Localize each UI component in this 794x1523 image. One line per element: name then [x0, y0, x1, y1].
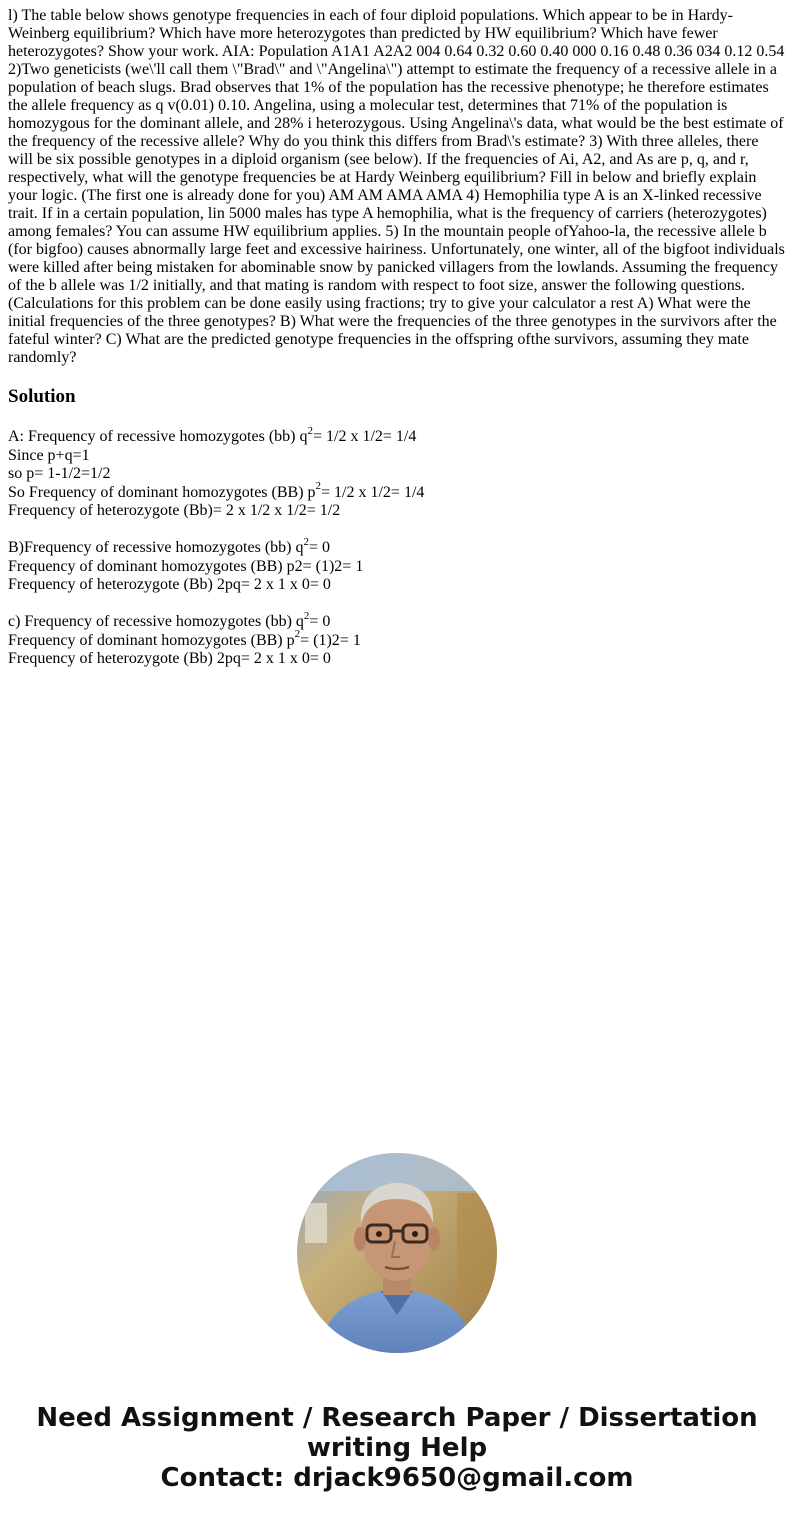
answer-b-line-3: Frequency of heterozygote (Bb) 2pq= 2 x 1 x 0= 0	[8, 576, 331, 593]
answer-a-line-3: so p= 1-1/2=1/2	[8, 465, 111, 482]
avatar-portrait	[297, 1153, 497, 1353]
promo-contact: Contact: drjack9650@gmail.com	[160, 1463, 634, 1493]
answer-c-line-3: Frequency of heterozygote (Bb) 2pq= 2 x 1 x 0= 0	[8, 650, 331, 667]
promo-line-2: writing Help	[306, 1433, 488, 1463]
answer-c-line-1: c) Frequency of recessive homozygotes (bb) $q^2= 0$	[8, 609, 331, 630]
author-avatar	[297, 1153, 497, 1353]
question-text: l) The table below shows genotype frequencies in each of four diploid populations. Which appear to be in Hardy-Weinberg equilibrium? Which have more heterozygotes than predicted by HW equilibrium? Which have fewer heterozygotes? Show your work. AIA: Population A1A1 A2A2 004 0.64 0.32 0.60 0.40 000 0.16 0.48 0.36 034 0.12 0.54 2)Two geneticists (we\'ll call them \"Brad\" and \"Angelina\") attempt to estimate the frequency of a recessive allele in a population of beach slugs. Brad observes that 1% of the population has the recessive phenotype; he therefore estimates the allele frequency as q v(0.01) 0.10. Angelina, using a molecular test, determines that 71% of the population is homozygous for the dominant allele, and 28% i heterozygous. Using Angelina\'s data, what would be the best estimate of the frequency of the recessive allele? Why do you think this differs from Brad\'s estimate? 3) With three alleles, there will be six possible genotypes in a diploid organism (see below). If the frequencies of Ai, A2, and As are p, q, and r, respectively, what will the genotype frequencies be at Hardy Weinberg equilibrium? Fill in below and briefly explain your logic. (The first one is already done for you) AM AM AMA AMA 4) Hemophilia type A is an X-linked recessive trait. If in a certain population, lin 5000 males has type A hemophilia, what is the frequency of carriers (heterozygotes) among females? You can assume HW equilibrium applies. 5) In the mountain people ofYahoo-la, the recessive allele b (for bigfoo) causes abnormally large feet and excessive hairiness. Unfortunately, one winter, all of the bigfoot individuals were killed after being mistaken for abominable snow by panicked villagers from the lowlands. Assuming the frequency of the b allele was 1/2 initially, and that mating is random with respect to foot size, answer the following questions. (Calculations for this problem can be done easily using fractions; try to give your calculator a rest A) What were the initial frequencies of the three genotypes? B) What were the frequencies of the three genotypes in the survivors after the fateful winter? C) What are the predicted genotype frequencies in the offspring ofthe survivors, assuming they mate randomly?	[8, 7, 785, 366]
solution-body	[8, 424, 786, 669]
paragraph-gap	[8, 521, 786, 540]
solution-heading: Solution	[8, 386, 76, 407]
answer-c-line-2: Frequency of dominant homozygotes (BB) $p^2= (1)2= 1$	[8, 628, 361, 649]
promo-banner	[0, 1403, 794, 1493]
answer-b-line-1: B)Frequency of recessive homozygotes (bb) $q^2= 0$	[8, 535, 330, 556]
paragraph-gap	[8, 595, 786, 614]
promo-line-1: Need Assignment / Research Paper / Dissertation	[36, 1403, 758, 1433]
answer-a-line-5: Frequency of heterozygote (Bb)= 2 x 1/2 x 1/2= 1/2	[8, 502, 341, 519]
answer-a-line-1: A: Frequency of recessive homozygotes (bb) $q^2= 1/2$ x 1/2= 1/4	[8, 424, 417, 445]
answer-a-line-2: Since p+q=1	[8, 446, 90, 464]
answer-a-line-4: So Frequency of dominant homozygotes (BB) $p^2= 1/2$ x 1/2= 1/4	[8, 480, 425, 501]
answer-b-line-2: Frequency of dominant homozygotes (BB) p2= (1)2= 1	[8, 557, 364, 575]
